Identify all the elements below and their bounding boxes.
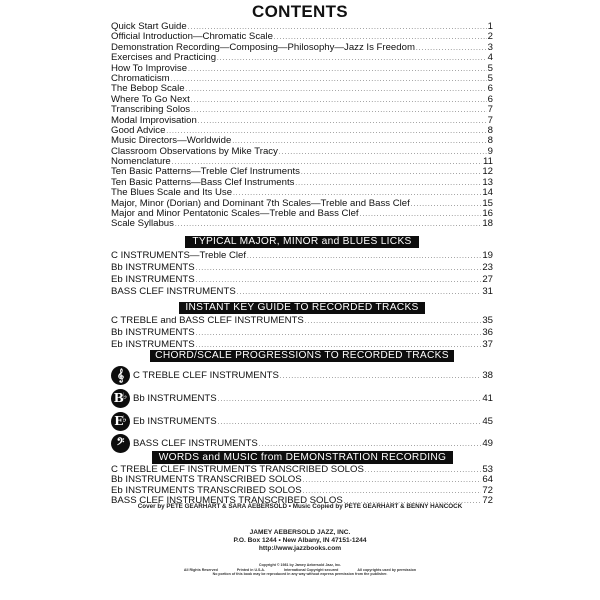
leader-dots xyxy=(303,476,482,486)
leader-dots xyxy=(360,210,482,220)
page-number: 4 xyxy=(487,52,493,64)
toc-entry-with-icon[interactable]: E ♭ Eb INSTRUMENTS ..... 45 xyxy=(111,410,493,432)
key-guide-toc xyxy=(111,315,493,351)
leader-dots xyxy=(218,397,482,403)
leader-dots xyxy=(196,275,482,287)
page-number: 36 xyxy=(482,327,493,338)
publisher-url[interactable]: http://www.jazzbooks.com xyxy=(258,545,342,552)
page-number: 7 xyxy=(487,104,493,116)
section-heading-words-music: WORDS and MUSIC from DEMONSTRATION RECORDING xyxy=(152,451,453,464)
leader-dots xyxy=(218,420,482,426)
leader-dots xyxy=(305,316,482,328)
leader-dots xyxy=(301,168,481,178)
general-toc xyxy=(111,22,493,230)
toc-entry[interactable]: Bb INSTRUMENTS ..... 36 xyxy=(111,327,493,339)
toc-entry[interactable]: Official Introduction—Chromatic Scale ..... 2 xyxy=(111,32,493,42)
leader-dots xyxy=(217,54,487,64)
toc-entry[interactable]: The Blues Scale and Its Use ..... 14 xyxy=(111,188,493,198)
page-number: 31 xyxy=(482,286,493,297)
toc-entry[interactable]: Major, Minor (Dorian) and Dominant 7th Scales—Treble and Bass Clef ..... 15 xyxy=(111,199,493,209)
leader-dots xyxy=(247,251,481,263)
publisher-address: P.O. Box 1244 • New Albany, IN 47151-1244 xyxy=(233,537,367,544)
page-number: 14 xyxy=(482,187,493,199)
licks-toc xyxy=(111,250,493,298)
toc-entry[interactable]: Exercises and Practicing ..... 4 xyxy=(111,53,493,63)
leader-dots xyxy=(196,328,482,340)
page-number: 5 xyxy=(487,62,493,74)
page-number: 53 xyxy=(482,464,493,475)
page-number: 72 xyxy=(482,484,493,496)
publisher-name: JAMEY AEBERSOLD JAZZ, INC. xyxy=(249,529,351,536)
toc-entry[interactable]: BASS CLEF INSTRUMENTS TRANSCRIBED SOLOS ..... 72 xyxy=(111,496,493,506)
e-flat-icon: E ♭ xyxy=(111,412,130,431)
page-number: 12 xyxy=(482,166,493,178)
toc-entry[interactable]: C TREBLE CLEF INSTRUMENTS TRANSCRIBED SOLOS ..... 53 xyxy=(111,465,493,475)
toc-entry-with-icon[interactable]: 𝄢 BASS CLEF INSTRUMENTS ..... 49 xyxy=(111,432,493,454)
toc-entry[interactable]: C INSTRUMENTS—Treble Clef ..... 19 xyxy=(111,250,493,262)
leader-dots xyxy=(188,65,487,75)
leader-dots xyxy=(279,148,487,158)
page-number: 13 xyxy=(482,176,493,188)
section-heading-key-guide: INSTANT KEY GUIDE TO RECORDED TRACKS xyxy=(179,302,425,314)
toc-entry[interactable]: Modal Improvisation ..... 7 xyxy=(111,116,493,126)
leader-dots xyxy=(416,44,487,54)
leader-dots xyxy=(186,85,487,95)
leader-dots xyxy=(198,117,487,127)
bass-clef-icon: 𝄢 xyxy=(111,434,130,453)
page-title: CONTENTS xyxy=(252,2,348,21)
page-number: 35 xyxy=(482,315,493,326)
section-heading-progressions: CHORD/SCALE PROGRESSIONS TO RECORDED TRACKS xyxy=(150,350,454,362)
page-number: 15 xyxy=(482,197,493,209)
leader-dots xyxy=(171,75,487,85)
credits-line: Cover by PETE GEARHART & SARA AEBERSOLD • Music Copied by PETE GEARHART & BENNY HANCOCK xyxy=(137,503,463,510)
toc-entry-with-icon[interactable]: B ♭ Bb INSTRUMENTS ..... 41 xyxy=(111,387,493,409)
toc-entry[interactable]: Chromaticism ..... 5 xyxy=(111,74,493,84)
page-number: 8 xyxy=(487,124,493,136)
toc-entry[interactable]: Quick Start Guide ..... 1 xyxy=(111,22,493,32)
page-number: 49 xyxy=(482,437,493,449)
leader-dots xyxy=(191,96,487,106)
toc-entry[interactable]: C TREBLE and BASS CLEF INSTRUMENTS ..... 35 xyxy=(111,315,493,327)
page-number: 45 xyxy=(482,415,493,427)
rights-line: All Rights Reserved Printed in U.S.A. International Copyright secured All copyrights used by permission xyxy=(183,567,417,572)
toc-entry[interactable]: The Bebop Scale ..... 6 xyxy=(111,84,493,94)
toc-entry[interactable]: Eb INSTRUMENTS ..... 27 xyxy=(111,274,493,286)
page-number: 37 xyxy=(482,339,493,350)
page-number: 16 xyxy=(482,208,493,220)
leader-dots xyxy=(411,200,482,210)
leader-dots xyxy=(191,106,487,116)
page-number: 64 xyxy=(482,474,493,486)
toc-entry[interactable]: Eb INSTRUMENTS TRANSCRIBED SOLOS ..... 72 xyxy=(111,486,493,496)
toc-entry[interactable]: Good Advice ..... 8 xyxy=(111,126,493,136)
toc-entry[interactable]: Transcribing Solos ..... 7 xyxy=(111,105,493,115)
page-number: 6 xyxy=(487,93,493,105)
toc-entry[interactable]: BASS CLEF INSTRUMENTS ..... 31 xyxy=(111,286,493,298)
toc-entry[interactable]: Scale Syllabus ..... 18 xyxy=(111,219,493,229)
toc-entry[interactable]: Classroom Observations by Mike Tracy ..... 9 xyxy=(111,147,493,157)
toc-entry[interactable]: Eb INSTRUMENTS ..... 37 xyxy=(111,339,493,351)
copyright-line: Copyright © 1981 by Jamey Aebersold Jazz, Inc. xyxy=(258,563,342,567)
page-number: 23 xyxy=(482,262,493,273)
page-number: 38 xyxy=(482,369,493,381)
leader-dots xyxy=(196,263,482,275)
toc-entry[interactable]: How To Improvise ..... 5 xyxy=(111,64,493,74)
page-number: 6 xyxy=(487,83,493,95)
toc-entry[interactable]: Major and Minor Pentatonic Scales—Treble and Bass Clef ..... 16 xyxy=(111,209,493,219)
toc-entry-with-icon[interactable]: 𝄞 C TREBLE CLEF INSTRUMENTS ..... 38 xyxy=(111,364,493,386)
treble-clef-icon: 𝄞 xyxy=(111,366,130,385)
toc-entry[interactable]: Nomenclature ..... 11 xyxy=(111,157,493,167)
page-number: 2 xyxy=(487,31,493,43)
toc-entry[interactable]: Bb INSTRUMENTS ..... 23 xyxy=(111,262,493,274)
leader-dots xyxy=(237,287,482,299)
page-number: 11 xyxy=(483,156,493,168)
page-number: 5 xyxy=(487,72,493,84)
b-flat-icon: B ♭ xyxy=(111,389,130,408)
words-music-toc xyxy=(111,465,493,507)
page-number: 3 xyxy=(487,41,493,53)
page-number: 18 xyxy=(482,218,493,230)
page-number: 27 xyxy=(482,274,493,285)
toc-entry[interactable]: Bb INSTRUMENTS TRANSCRIBED SOLOS ..... 64 xyxy=(111,475,493,485)
publisher-block xyxy=(0,529,600,553)
leader-dots xyxy=(175,220,481,230)
page-number: 19 xyxy=(482,250,493,261)
leader-dots xyxy=(295,179,481,189)
page-number: 7 xyxy=(487,114,493,126)
page-number: 72 xyxy=(482,495,493,507)
legal-notice xyxy=(0,563,600,577)
toc-entry[interactable]: Ten Basic Patterns—Bass Clef Instruments ..... 13 xyxy=(111,178,493,188)
page-number: 1 xyxy=(487,21,493,32)
page-number: 41 xyxy=(482,392,493,404)
leader-dots xyxy=(259,442,482,448)
leader-dots xyxy=(365,466,481,476)
toc-entry[interactable]: Demonstration Recording—Composing—Philosophy—Jazz Is Freedom ..... 3 xyxy=(111,43,493,53)
page-number: 8 xyxy=(487,135,493,147)
toc-entry[interactable]: Where To Go Next ..... 6 xyxy=(111,95,493,105)
toc-entry[interactable]: Music Directors—Worldwide ..... 8 xyxy=(111,136,493,146)
page-number: 9 xyxy=(487,145,493,157)
section-heading-licks: TYPICAL MAJOR, MINOR and BLUES LICKS xyxy=(185,236,419,248)
reproduction-notice: No portion of this book may be reproduced in any way without express permission from the publisher. xyxy=(212,572,388,577)
leader-dots xyxy=(280,374,481,380)
toc-entry[interactable]: Ten Basic Patterns—Treble Clef Instruments ..... 12 xyxy=(111,167,493,177)
